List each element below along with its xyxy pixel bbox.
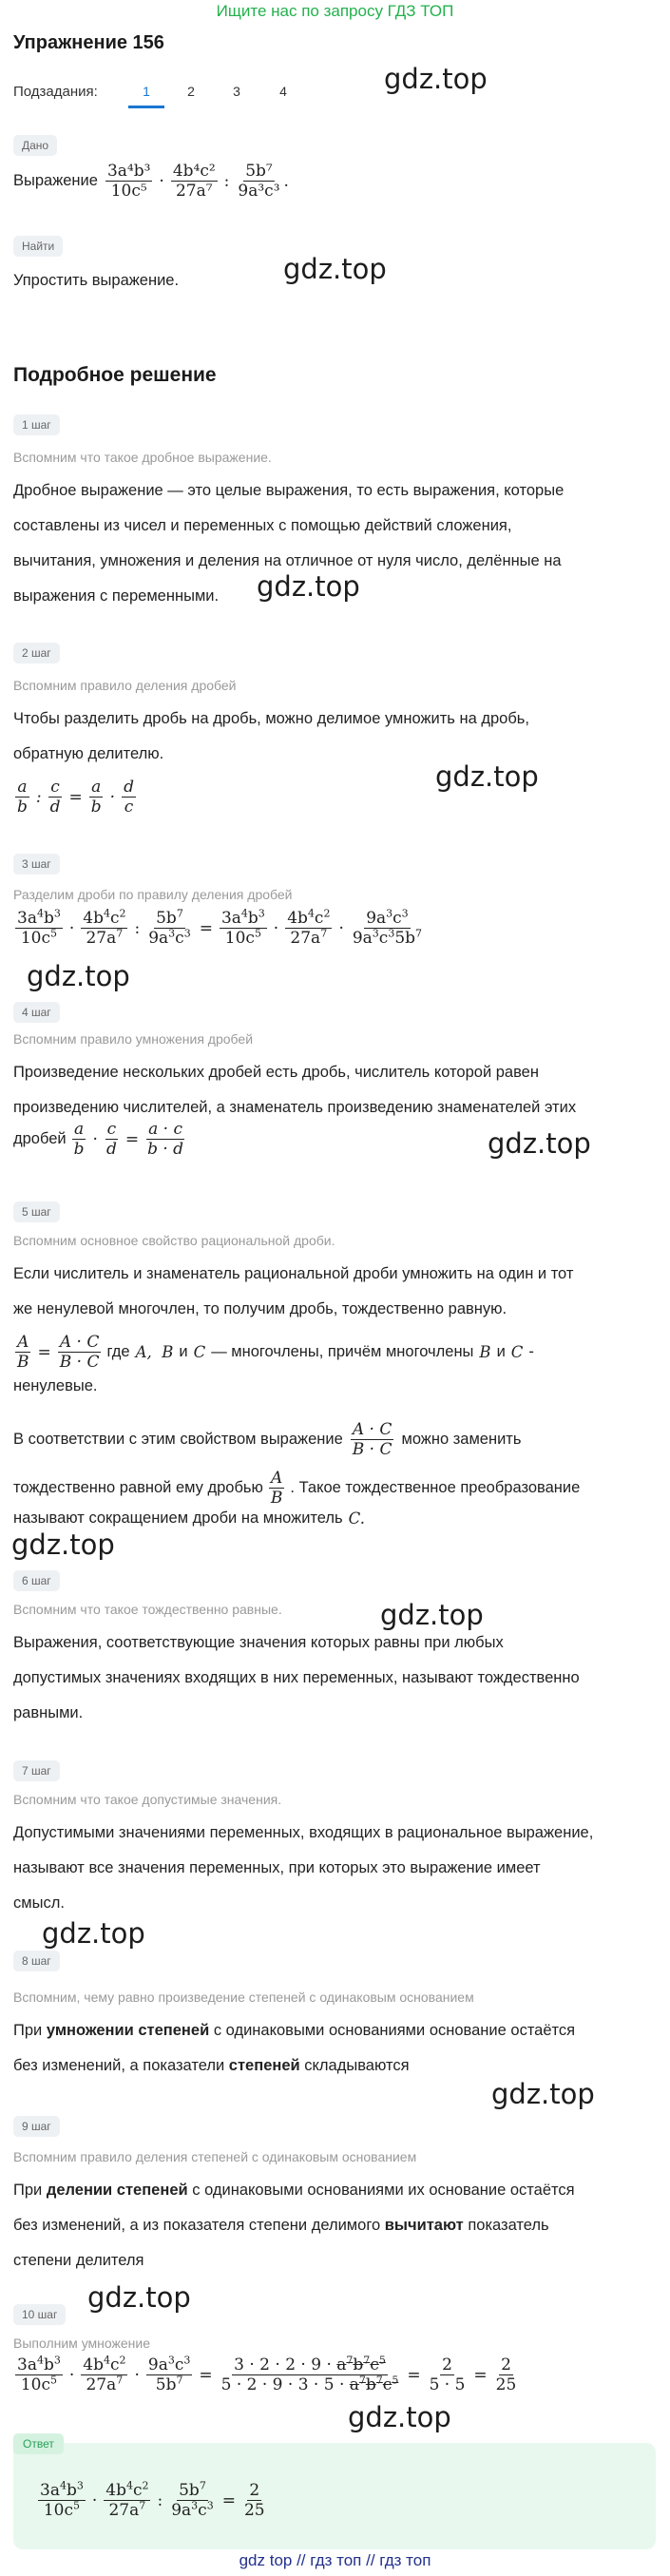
- step-text: Выражения, соответствующие значения которых равны при любых допустимых значениях входящих в них переменных, называют тождественно равными.: [13, 1634, 580, 1721]
- answer-formula: $\frac{3a^4b^3}{10c^5}$ · $\frac{4b^4c^2}{27a^7}$ : $\frac{5b^7}{9a^3c^3}$ = $\frac{2}{25}$: [40, 2479, 265, 2520]
- division-rule-formula: $\frac{a}{b}$ : $\frac{c}{d}$ = $\frac{a}{b}$ · $\frac{d}{c}$: [17, 778, 134, 817]
- step-text: ненулевые.: [13, 1377, 98, 1394]
- step-hint: Вспомним правило умножения дробей: [13, 1031, 254, 1047]
- top-banner-link[interactable]: Ищите нас по запросу ГДЗ ТОП: [216, 2, 454, 20]
- given-badge: Дано: [13, 135, 57, 156]
- watermark: gdz.top: [491, 2078, 595, 2110]
- step-text: Если числитель и знаменатель рациональной дроби умножить на один и тот же ненулевой многочлен, то получим дробь, тождественно равную.: [13, 1265, 574, 1317]
- step-text: Допустимыми значениями переменных, входящих в рациональное выражение, называют все значения переменных, при которых это выражение имеет смысл.: [13, 1824, 594, 1912]
- tab-1[interactable]: 1: [143, 84, 150, 99]
- step-text: Дробное выражение — это целые выражения, то есть выражения, которые составлены из чисел и переменных с помощью действий сложения, вычитания, умножения и деления на отличное от нуля число, делённые на выражения с переменными.: [13, 482, 565, 605]
- step10-formula: $\frac{3a^4b^3}{10c^5}$ · $\frac{4b^4c^2}{27a^7}$ · $\frac{9a^3c^3}{5b^7}$ = $\frac{3 \cdot 2 \cdot 2 \cdot 9 \cdot a^7b^7c^5}{5 \cdot 2 \cdot 9 \cdot 3 \cdot 5 \cdot a^7b^7c^5}$ = $\frac{2}{5 \cdot 5}$ = $\frac{2}{25}$: [17, 2354, 517, 2394]
- find-badge: Найти: [13, 236, 63, 257]
- step3-formula: $\frac{3a^4b^3}{10c^5}$ · $\frac{4b^4c^2}{27a^7}$ : $\frac{5b^7}{9a^3c^3}$ = $\frac{3a^4b^3}{10c^5}$ · $\frac{4b^4c^2}{27a^7}$ · $\frac{9a^3c^3}{9a^3c^35b^7}$: [17, 907, 423, 948]
- multiplication-rule: дробей $\frac{a}{b}$ · $\frac{c}{d}$ = $\frac{a \cdot c}{b \cdot d}$: [13, 1120, 184, 1159]
- step-badge: 2 шаг: [13, 643, 60, 663]
- step-text: При делении степеней с одинаковыми основаниями их основание остаётся без изменений, а из показателя степени делимого вычитают показатель степени делителя: [13, 2182, 575, 2269]
- step-badge: 9 шаг: [13, 2116, 60, 2137]
- tab-3[interactable]: 3: [233, 84, 240, 99]
- given-label: Выражение: [13, 172, 98, 189]
- tab-4[interactable]: 4: [279, 84, 287, 99]
- watermark: gdz.top: [283, 253, 387, 285]
- step-badge: 8 шаг: [13, 1951, 60, 1971]
- active-tab-indicator: [128, 106, 164, 108]
- watermark: gdz.top: [435, 760, 539, 793]
- watermark: gdz.top: [348, 2401, 451, 2433]
- property-text: тождественно равной ему дробью $\frac{A}{B}$ . Такое тождественное преобразование: [13, 1469, 581, 1508]
- step-hint: Вспомним что такое тождественно равные.: [13, 1602, 282, 1617]
- step-text: Произведение нескольких дробей есть дробь, числитель которой равен произведению числителей, а знаменатель произведению знаменателей этих: [13, 1064, 577, 1116]
- watermark: gdz.top: [11, 1528, 115, 1561]
- answer-badge: Ответ: [13, 2433, 64, 2454]
- page-title: Упражнение 156: [13, 32, 164, 53]
- watermark: gdz.top: [384, 63, 488, 95]
- watermark: gdz.top: [380, 1599, 484, 1631]
- step-badge: 4 шаг: [13, 1002, 60, 1023]
- step-badge: 1 шаг: [13, 414, 60, 435]
- watermark: gdz.top: [27, 960, 130, 992]
- property-formula: $\frac{A}{B}$ = $\frac{A \cdot C}{B \cdot C}$ где A, B и C — многочлены, причём многочлены B и C -: [17, 1333, 534, 1372]
- step-hint: Вспомним что такое допустимые значения.: [13, 1792, 282, 1807]
- step-badge: 5 шаг: [13, 1201, 60, 1222]
- bottom-links[interactable]: gdz top // гдз топ // гдз топ: [239, 2551, 431, 2569]
- subtasks-label: Подзадания:: [13, 84, 98, 100]
- step-hint: Разделим дроби по правилу деления дробей: [13, 887, 293, 902]
- watermark: gdz.top: [257, 570, 360, 603]
- step-hint: Вспомним основное свойство рациональной дроби.: [13, 1233, 335, 1248]
- tab-2[interactable]: 2: [187, 84, 195, 99]
- solution-title: Подробное решение: [13, 364, 217, 386]
- step-hint: Вспомним что такое дробное выражение.: [13, 450, 272, 465]
- find-text: Упростить выражение.: [13, 272, 180, 289]
- step-hint: Вспомним правило деления степеней с одинаковым основанием: [13, 2149, 417, 2164]
- given-expression: Выражение $\frac{\text{3a⁴b³}}{\text{10c⁵}}$ · $\frac{\text{4b⁴c²}}{\text{27a⁷}}$ : $\frac{\text{5b⁷}}{\text{9a³c³}}$ .: [13, 162, 289, 201]
- watermark: gdz.top: [87, 2281, 191, 2314]
- step-text: При умножении степеней с одинаковыми основаниями основание остаётся без изменений, а показатели степеней складываются: [13, 2022, 576, 2074]
- step-badge: 3 шаг: [13, 854, 60, 875]
- step-hint: Вспомним правило деления дробей: [13, 678, 237, 693]
- step-badge: 7 шаг: [13, 1760, 60, 1781]
- watermark: gdz.top: [488, 1127, 591, 1160]
- property-text: называют сокращением дроби на множитель C.: [13, 1509, 365, 1528]
- property-text: В соответствии с этим свойством выражение $\frac{A \cdot C}{B \cdot C}$ можно заменить: [13, 1420, 522, 1459]
- step-hint: Выполним умножение: [13, 2336, 151, 2351]
- step-badge: 6 шаг: [13, 1570, 60, 1591]
- step-hint: Вспомним, чему равно произведение степеней с одинаковым основанием: [13, 1990, 474, 2005]
- step-text: Чтобы разделить дробь на дробь, можно делимое умножить на дробь, обратную делителю.: [13, 710, 529, 762]
- step-badge: 10 шаг: [13, 2304, 66, 2325]
- watermark: gdz.top: [42, 1917, 145, 1950]
